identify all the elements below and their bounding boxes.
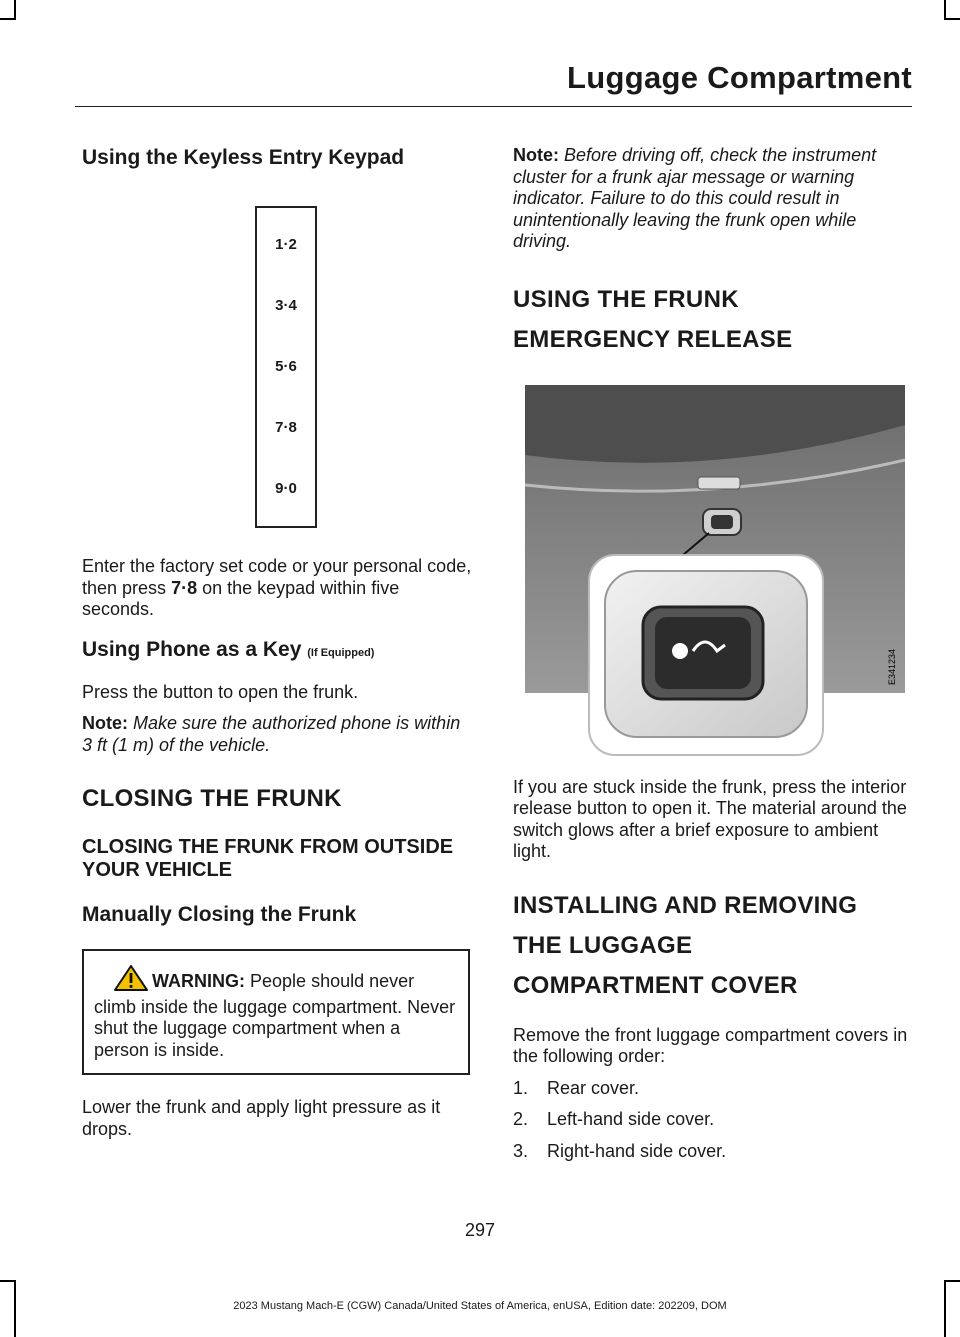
keypad-key: 1·2 [275,236,297,253]
heading-closing: CLOSING THE FRUNK [82,785,342,812]
note-text: Make sure the authorized phone is within 3 ft (1 m) of the vehicle. [82,713,461,755]
step-number: 2. [513,1109,529,1129]
heading-cover-2: THE LUGGAGE [513,931,693,959]
step-number: 1. [513,1077,529,1098]
heading-cover-1: INSTALLING AND REMOVING [513,891,858,919]
paragraph-lower: Lower the frunk and apply light pressure as it drops. [82,1097,441,1139]
crop-mark [944,1280,960,1282]
text: Using Phone as a Key [82,637,302,661]
note-label: Note: [82,713,128,733]
warning-text [94,965,458,1061]
step-text: Right-hand side cover. [547,1140,727,1161]
step-text: Rear cover. [547,1077,640,1098]
warning-body: People should never climb inside the luggage compartment. Never shut the luggage compartment when a person is inside. [94,971,456,1060]
heading-emergency-1: USING THE FRUNK [513,285,739,313]
frunk-release-illustration [513,385,905,757]
text: Enter the factory set code or your personal code, then press [82,556,472,598]
paragraph-remove: Remove the front luggage compartment covers in the following order: [513,1024,908,1066]
crop-mark [0,18,16,20]
paragraph-phone: Press the button to open the frunk. [82,681,359,702]
step-text: Left-hand side cover. [547,1109,715,1129]
keypad-key: 7·8 [275,419,297,436]
list-item [513,1109,908,1131]
note-text: Before driving off, check the instrument cluster for a frunk ajar message or warning indicator. Failure to do this could result in unintentionally leaving the frunk open while driving. [513,145,877,251]
note-phone [82,713,474,756]
paragraph-keypad [82,556,474,621]
heading-closing-outside: CLOSING THE FRUNK FROM OUTSIDE YOUR VEHICLE [82,836,454,881]
note-driving [513,145,908,253]
heading-phone [82,637,474,666]
page-number: 297 [464,1220,496,1240]
warning-label: WARNING: [152,971,245,991]
warning-box [82,949,470,1075]
warning-icon [114,965,148,997]
keypad-key: 3·4 [275,297,297,314]
image-code: E341234 [887,648,897,685]
heading-emergency-2: EMERGENCY RELEASE [513,325,793,353]
list-item [513,1078,908,1100]
page-title: Luggage Compartment [567,60,912,95]
if-equipped: (If Equipped) [307,646,375,659]
list-item [513,1141,908,1163]
keypad-key: 9·0 [275,480,297,497]
crop-mark [944,18,960,20]
crop-mark [944,0,946,20]
keypad-illustration [255,206,317,528]
right-column [513,145,908,1162]
header-rule [75,106,912,107]
crop-mark [0,1280,16,1282]
paragraph-stuck: If you are stuck inside the frunk, press the interior release button to open it. The material around the switch glows after a brief exposure to ambient light. [513,776,907,861]
key-code: 7·8 [171,577,198,598]
edition-line: 2023 Mustang Mach-E (CGW) Canada/United States of America, enUSA, Edition date: 202209, DOM [233,1300,727,1312]
steps-list [513,1078,908,1163]
left-column [82,145,474,1140]
heading-cover-3: COMPARTMENT COVER [513,971,798,999]
heading-keypad: Using the Keyless Entry Keypad [82,146,405,169]
note-label: Note: [513,145,559,165]
step-number: 3. [513,1140,529,1161]
crop-mark [14,0,16,20]
heading-manual: Manually Closing the Frunk [82,903,357,926]
keypad-key: 5·6 [275,358,297,375]
text: on the keypad within five seconds. [82,577,400,619]
